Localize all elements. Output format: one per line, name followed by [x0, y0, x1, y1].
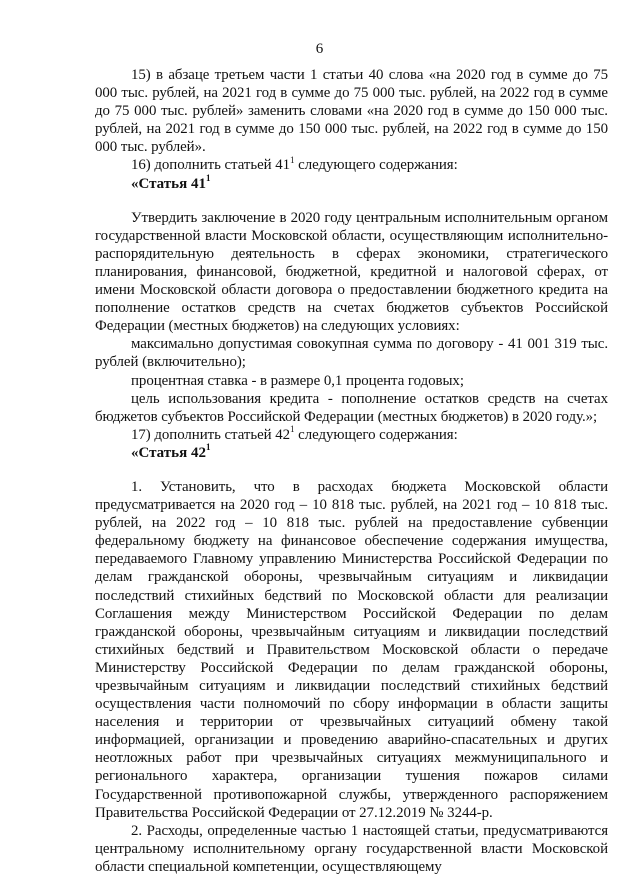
article-42-heading	[95, 441, 608, 462]
paragraph-16-superscript: 1	[290, 154, 295, 165]
spacing-after-article-42-heading	[95, 462, 608, 478]
article-41-interest-rate: процентная ставка - в размере 0,1 процента годовых;	[131, 372, 464, 389]
article-42-paragraph-2: 2. Расходы, определенные частью 1 настоящей статьи, предусматриваются центральному исполнительному органу государственной власти Московской области специальной компетенции, осуществляющему	[95, 822, 608, 875]
article-41-credit-purpose: цель использования кредита - пополнение остатков средств на счетах бюджетов субъектов Российской Федерации (местных бюджетов) в 2020 году.»;	[95, 390, 608, 425]
page-number: 6	[315, 41, 324, 57]
article-42-paragraph-1: 1. Установить, что в расходах бюджета Московской области предусматривается на 2020 год – 10 818 тыс. рублей, на 2021 год – 10 818 тыс. рублей, на 2022 год – 10 818 тыс. рублей на предоставление субвенции федеральному бюджету на финансовое обеспечение содержания имущества, передаваемого Главному управлению Министерства Российской Федерации по делам гражданской обороны, чрезвычайным ситуациям и ликвидации последствий стихийных бедствий по Московской области для реализации Соглашения между Министерством Российской Федерации по делам гражданской обороны, чрезвычайным ситуациям и ликвидации последствий стихийных бедствий и Правительством Московской области о передаче Министерству Российской Федерации по делам гражданской обороны, чрезвычайным ситуациям и ликвидации последствий стихийных бедствий осуществления части полномочий по сбору информации в области защиты населения и территории от чрезвычайных ситуациий обмену такой информацией, организации и проведению аварийно-спасательных и других неотложных работ при чрезвычайных ситуациях межмуниципального и регионального характера, организации тушения пожаров силами Государственной противопожарной службы, утвержденного распоряжением Правительства Российской Федерации от 27.12.2019 № 3244-р.	[95, 478, 608, 821]
article-42-heading-superscript: 1	[205, 441, 211, 452]
paragraph-16	[95, 156, 608, 174]
article-42-heading-text: «Статья 42	[131, 444, 206, 461]
article-41-main-paragraph: Утвердить заключение в 2020 году центральным исполнительным органом государственной власти Московской области, осуществляющим исполнительно-распорядительную деятельность в сферах экономики, стратегического планирования, финансовой, бюджетной, кредитной и налоговой сферах, от имени Московской области договора о предоставлении бюджетного кредита на пополнение остатков средств на счетах бюджетов субъектов Российской Федерации (местных бюджетов) на следующих условиях:	[95, 209, 608, 335]
article-41-heading-text: «Статья 41	[131, 175, 206, 192]
spacing-after-article-41-heading	[95, 193, 608, 209]
paragraph-17-text-start: 17) дополнить статьей 42	[131, 426, 291, 443]
paragraph-17	[95, 423, 608, 444]
article-41-heading	[95, 172, 608, 193]
paragraph-16-text-end: следующего содержания:	[294, 157, 458, 174]
paragraph-15: 15) в абзаце третьем части 1 статьи 40 слова «на 2020 год в сумме до 75 000 тыс. рублей, на 2021 год в сумме до 75 000 тыс. рублей, на 2022 год в сумме до 75 000 тыс. рублей» заменить словами «на 2020 год в сумме до 150 000 тыс. рублей, на 2021 год в сумме до 150 000 тыс. рублей, на 2022 год в сумме до 150 000 тыс. рублей».	[95, 67, 608, 156]
paragraph-16-text-start: 16) дополнить статьей 41	[131, 157, 291, 174]
article-41-heading-superscript: 1	[205, 172, 211, 183]
paragraph-17-text-end: следующего содержания:	[294, 426, 458, 443]
article-41-maximum-amount: максимально допустимая совокупная сумма по договору - 41 001 319 тыс. рублей (включительно);	[95, 336, 608, 371]
paragraph-17-superscript: 1	[290, 423, 295, 434]
document-body	[95, 66, 608, 876]
